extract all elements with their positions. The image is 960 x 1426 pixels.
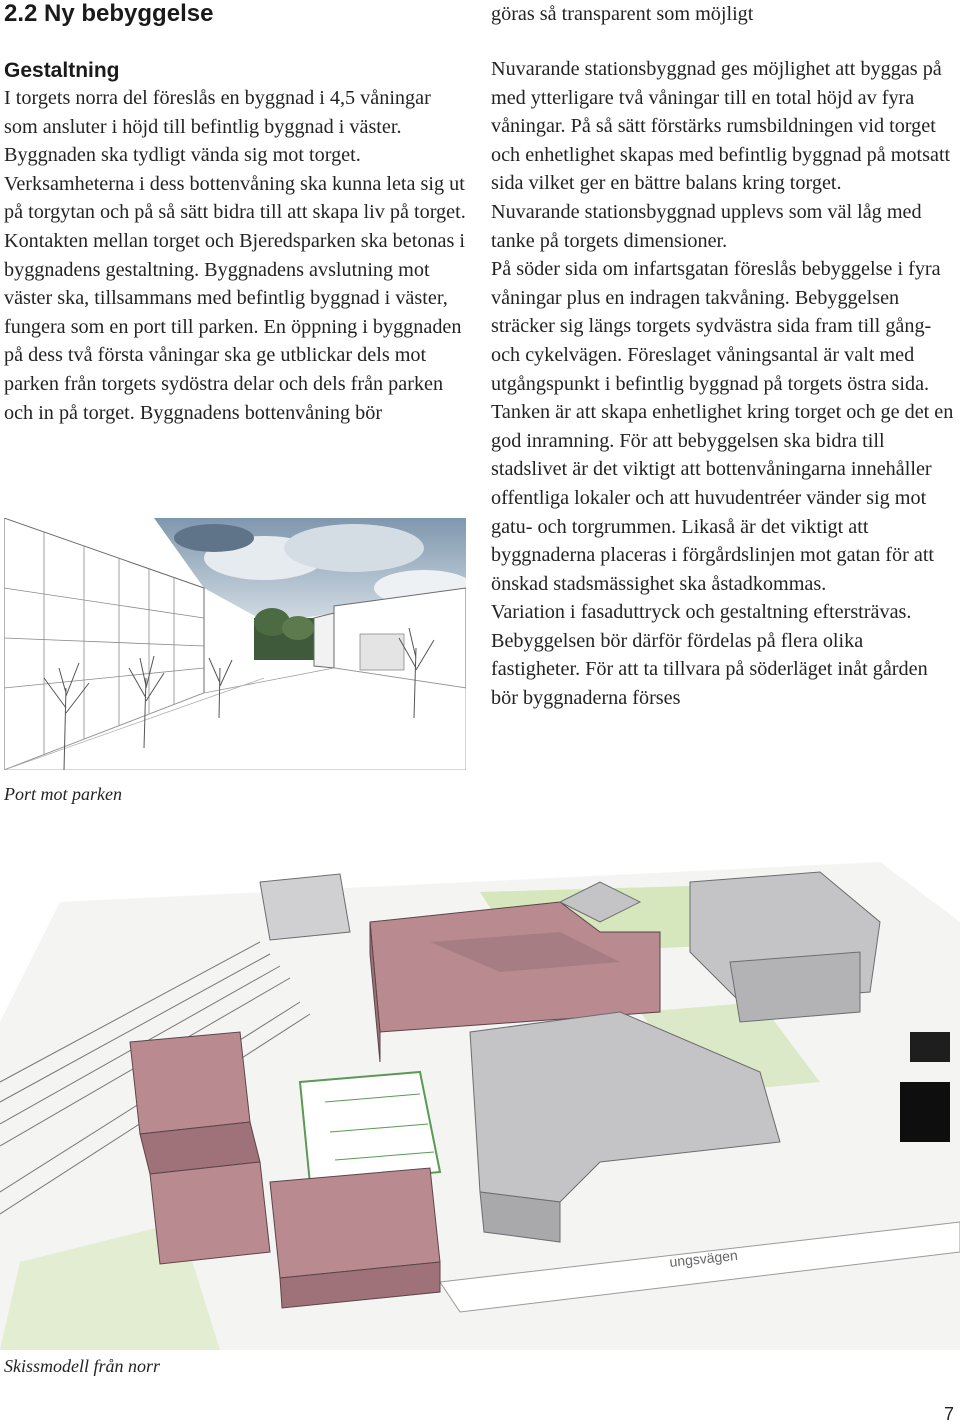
paragraph: På söder sida om infartsgatan föreslås bebyggelse i fyra våningar plus en indragen takvåning. Bebyggelsen sträcker sig längs torgets sydvästra sida fram till gång- och cykelvägen. Föreslaget våningsantal är valt med utgångspunkt i befintlig byggnad på torgets östra sida. Tanken är att skapa enhetlighet kring torget och ge det en god inramning. För att bebyggelsen ska bidra till stadslivet är det viktigt att bottenvåningarna innehåller offentliga lokaler och att huvudentréer vänder sig mot gatu- och torgrummen. Likaså är det viktigt att byggnaderna placeras i förgårdslinjen mot gatan för att önskad stadsmässighet ska åstadkommas. xyxy=(491,258,954,595)
street-perspective-illustration xyxy=(4,518,466,770)
subsection-heading: Gestaltning xyxy=(4,59,120,82)
model-image-caption: Skissmodell från norr xyxy=(4,1356,161,1376)
page-number: 7 xyxy=(943,1404,954,1424)
right-column-top-line: göras så transparent som möjligt xyxy=(491,3,754,25)
paragraph: Variation i fasaduttryck och gestaltning eftersträvas. Bebyggelsen bör därför fördelas på flera olika fastigheter. För att ta tillvara på söderläget inåt gården bör byggnaderna förses xyxy=(491,601,928,710)
svg-text:ungsvägen: ungsvägen xyxy=(668,1246,739,1270)
street-image-caption: Port mot parken xyxy=(4,784,122,804)
right-column-text xyxy=(491,55,957,713)
left-column-text: I torgets norra del föreslås en byggnad i 4,5 våningar som ansluter i höjd till befintlig byggnad i väster. Byggnaden ska tydligt vända sig mot torget. Verksamheterna i dess bottenvåning ska kunna leta sig ut på torgytan och på så sätt bidra till att skapa liv på torget. Kontakten mellan torget och Bjeredsparken ska betonas i byggnadens gestaltning. Byggnadens avslutning mot väster ska, tillsammans med befintlig byggnad i väster, fungera som en port till parken. En öppning i byggnaden på dess två första våningar ska ge utblickar dels mot parken från torgets sydöstra delar och dels från parken och in på torget. Byggnadens bottenvåning bör xyxy=(4,87,466,424)
paragraph: Nuvarande stationsbyggnad ges möjlighet att byggas på med ytterligare två våningar till en total höjd av fyra våningar. På så sätt förstärks rumsbildningen vid torget och enhetlighet skapas med befintlig byggnad på motsatt sida vilket ger en bättre balans kring torget. xyxy=(491,58,951,195)
section-heading: 2.2 Ny bebyggelse xyxy=(4,0,214,27)
sketch-model-illustration xyxy=(0,862,960,1350)
paragraph: Nuvarande stationsbyggnad upplevs som väl låg med tanke på torgets dimensioner. xyxy=(491,200,922,252)
